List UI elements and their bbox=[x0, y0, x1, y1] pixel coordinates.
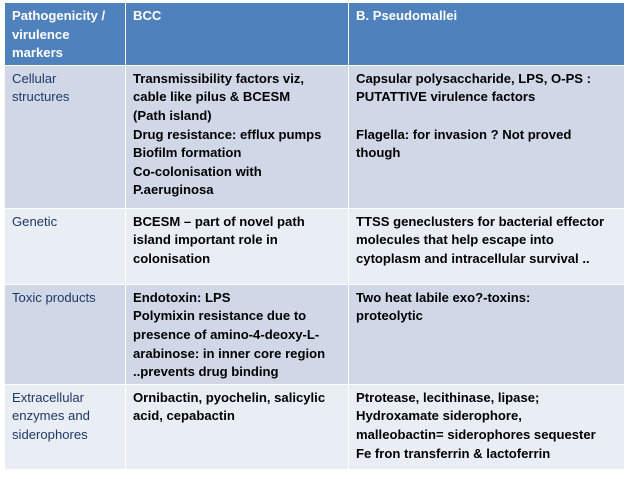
row-label-extracellular-enzymes: Extracellular enzymes and siderophores bbox=[5, 384, 126, 469]
header-markers: Pathogenicity / virulence markers bbox=[5, 3, 126, 66]
bcc-extracellular-enzymes: Ornibactin, pyochelin, salicylic acid, cepabactin bbox=[126, 384, 349, 469]
pseudomallei-toxic-products: Two heat labile exo?-toxins: proteolytic bbox=[349, 284, 625, 384]
header-bcc: BCC bbox=[126, 3, 349, 66]
bcc-toxic-products: Endotoxin: LPS Polymixin resistance due to presence of amino-4-deoxy-L- arabinose: in inner core region ..prevents drug binding bbox=[126, 284, 349, 384]
bcc-genetic: BCESM – part of novel path island important role in colonisation bbox=[126, 208, 349, 284]
table-header bbox=[5, 3, 625, 66]
row-label-genetic: Genetic bbox=[5, 208, 126, 284]
table-row bbox=[5, 65, 625, 208]
table-row bbox=[5, 208, 625, 284]
comparison-table bbox=[4, 2, 625, 470]
table-row bbox=[5, 284, 625, 384]
bcc-cellular-structures: Transmissibility factors viz, cable like pilus & BCESM (Path island) Drug resistance: efflux pumps Biofilm formation Co-colonisation with P.aeruginosa bbox=[126, 65, 349, 208]
row-label-toxic-products: Toxic products bbox=[5, 284, 126, 384]
pseudomallei-extracellular-enzymes: Ptrotease, lecithinase, lipase; Hydroxamate siderophore, malleobactin= siderophores sequester Fe fron transferrin & lactoferrin bbox=[349, 384, 625, 469]
table-row bbox=[5, 384, 625, 469]
table-body bbox=[5, 65, 625, 469]
pseudomallei-genetic: TTSS geneclusters for bacterial effector molecules that help escape into cytoplasm and intracellular survival .. bbox=[349, 208, 625, 284]
row-label-cellular-structures: Cellular structures bbox=[5, 65, 126, 208]
header-pseudomallei: B. Pseudomallei bbox=[349, 3, 625, 66]
pseudomallei-cellular-structures: Capsular polysaccharide, LPS, O-PS : PUTATTIVE virulence factors Flagella: for invasion ? Not proved though bbox=[349, 65, 625, 208]
header-row bbox=[5, 3, 625, 66]
